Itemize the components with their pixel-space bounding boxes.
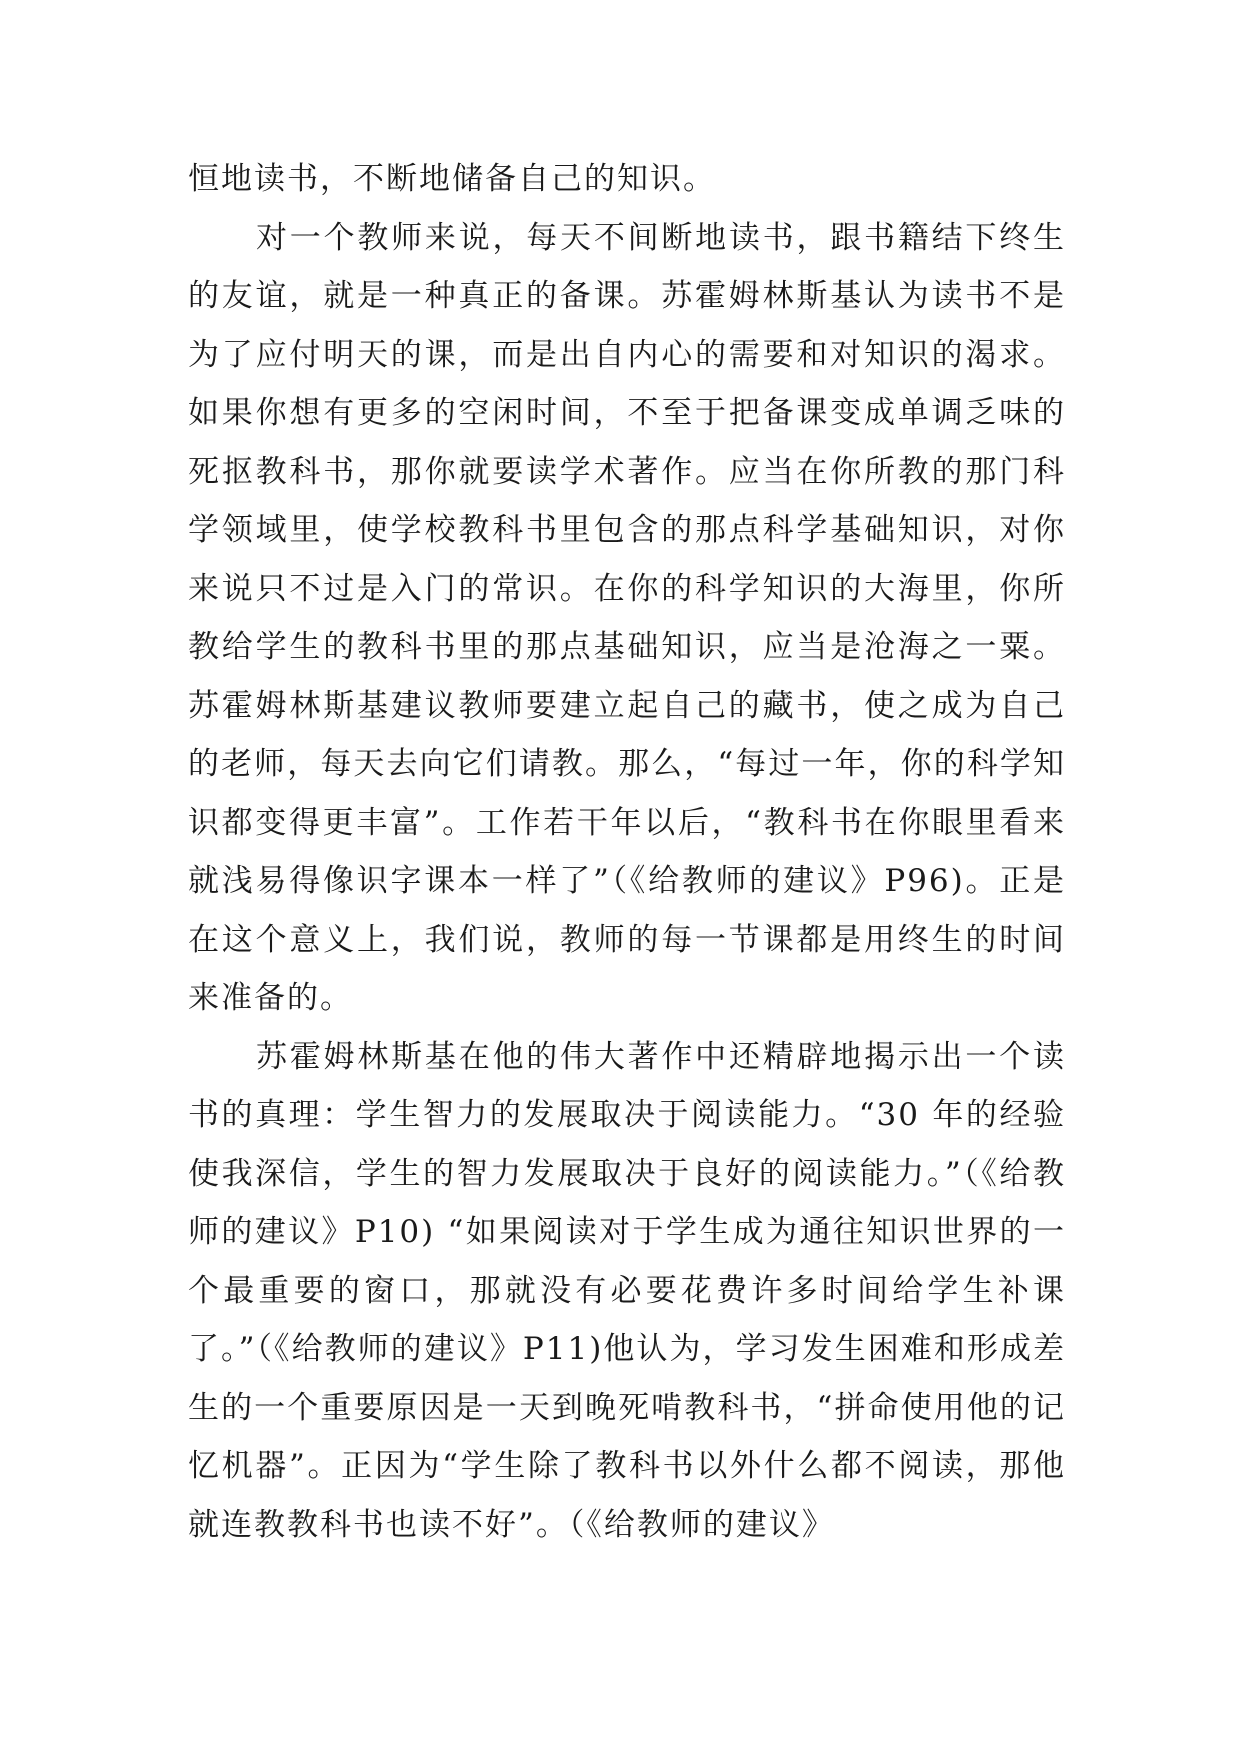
paragraph-lesson-preparation: 对一个教师来说，每天不间断地读书，跟书籍结下终生的友谊，就是一种真正的备课。苏霍姆林斯基认为读书不是为了应付明天的课，而是出自内心的需要和对知识的渴求。如果你想有更多的空闲时间，不至于把备课变成单调乏味的死抠教科书，那你就要读学术著作。应当在你所教的那门科学领域里，使学校教科书里包含的那点科学基础知识，对你来说只不过是入门的常识。在你的科学知识的大海里，你所教给学生的教科书里的那点基础知识，应当是沧海之一粟。苏霍姆林斯基建议教师要建立起自己的藏书，使之成为自己的老师，每天去向它们请教。那么，“每过一年，你的科学知识都变得更丰富”。工作若干年以后，“教科书在你眼里看来就浅易得像识字课本一样了”（《给教师的建议》P96)。正是在这个意义上，我们说，教师的每一节课都是用终生的时间来准备的。 [188,219,1066,1016]
body-text [188,150,1066,1554]
paragraph-reading-ability: 苏霍姆林斯基在他的伟大著作中还精辟地揭示出一个读书的真理：学生智力的发展取决于阅读能力。“30 年的经验使我深信，学生的智力发展取决于良好的阅读能力。”（《给教师的建议》P10) “如果阅读对于学生成为通往知识世界的一个最重要的窗口，那就没有必要花费许多时间给学生补课了。”（《给教师的建议》P11)他认为，学习发生困难和形成差生的一个重要原因是一天到晚死啃教科书，“拼命使用他的记忆机器”。正因为“学生除了教科书以外什么都不阅读，那他就连教教科书也读不好”。（《给教师的建议》 [188,1038,1066,1543]
paragraph-continuation: 恒地读书，不断地储备自己的知识。 [188,161,716,197]
